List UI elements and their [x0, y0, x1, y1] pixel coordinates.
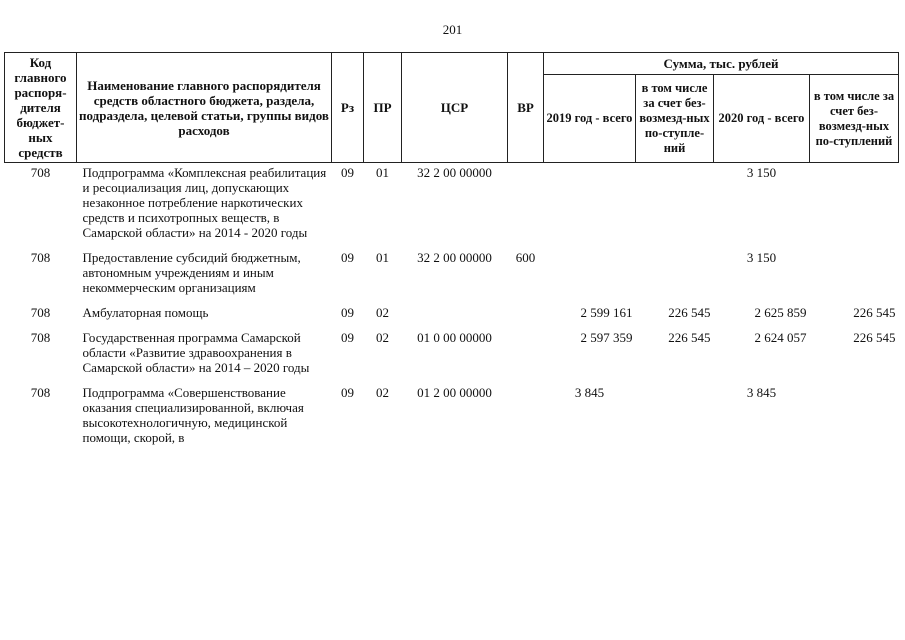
- cell-2019-total: 3 845: [574, 385, 605, 400]
- cell-rz: 09: [341, 385, 354, 400]
- cell-2019-free: 226 545: [668, 305, 711, 320]
- cell-name: Амбулаторная помощь: [82, 305, 209, 320]
- cell-name: Государственная программа Самарской области «Развитие здравоохранения в Самарской области» на 2014 – 2020 годы: [82, 330, 310, 375]
- cell-vr: [508, 163, 544, 249]
- cell-pr: 02: [376, 330, 389, 345]
- table-row: [5, 163, 899, 249]
- cell-2020-total: 3 150: [746, 165, 777, 180]
- table-row: [5, 248, 899, 303]
- cell-code: 708: [30, 330, 51, 345]
- cell-2020-total: 2 624 057: [754, 330, 807, 345]
- header-2020-free: в том числе за счет без-возмезд-ных по-ступлений: [810, 75, 899, 163]
- cell-2020-total: 2 625 859: [754, 305, 807, 320]
- cell-name: Подпрограмма «Совершенствование оказания специализированной, включая высокотехнологичную, медицинской помощи, скорой, в: [82, 385, 304, 445]
- header-vr: ВР: [508, 53, 544, 163]
- cell-code: 708: [30, 385, 51, 400]
- cell-2019-total: [544, 163, 636, 249]
- header-2019-free: в том числе за счет без-возмезд-ных по-ступле-ний: [636, 75, 714, 163]
- table-row: [5, 303, 899, 328]
- header-2020-total: 2020 год - всего: [714, 75, 810, 163]
- cell-2020-free: 226 545: [853, 305, 896, 320]
- cell-2020-total: 3 150: [746, 250, 777, 265]
- cell-2020-free: [810, 383, 899, 453]
- cell-vr: [508, 303, 544, 328]
- cell-2019-free: [636, 248, 714, 303]
- cell-pr: 02: [376, 305, 389, 320]
- cell-2020-total: 3 845: [746, 385, 777, 400]
- header-rz: Рз: [332, 53, 364, 163]
- cell-csr: 01 2 00 00000: [417, 385, 492, 400]
- cell-vr: [508, 383, 544, 453]
- cell-2019-free: 226 545: [668, 330, 711, 345]
- cell-2020-free: [810, 163, 899, 249]
- cell-2019-free: [636, 163, 714, 249]
- page-number: 201: [442, 22, 463, 37]
- cell-2019-free: [636, 383, 714, 453]
- header-2019-total: 2019 год - всего: [544, 75, 636, 163]
- header-csr: ЦСР: [402, 53, 508, 163]
- cell-code: 708: [30, 250, 51, 265]
- header-pr: ПР: [364, 53, 402, 163]
- cell-pr: 01: [376, 250, 389, 265]
- header-code: Код главного распоря-дителя бюджет-ных средств: [5, 53, 77, 163]
- cell-name: Предоставление субсидий бюджетным, автономным учреждениям и иным некоммерческим организациям: [82, 250, 301, 295]
- cell-csr: [402, 303, 508, 328]
- cell-vr: [508, 328, 544, 383]
- cell-2020-free: 226 545: [853, 330, 896, 345]
- cell-csr: 01 0 00 00000: [417, 330, 492, 345]
- cell-csr: 32 2 00 00000: [417, 165, 492, 180]
- cell-2019-total: [544, 248, 636, 303]
- cell-rz: 09: [341, 330, 354, 345]
- cell-2020-free: [810, 248, 899, 303]
- table-row: [5, 328, 899, 383]
- cell-rz: 09: [341, 305, 354, 320]
- cell-rz: 09: [341, 250, 354, 265]
- cell-code: 708: [30, 165, 51, 180]
- cell-name: Подпрограмма «Комплексная реабилитация и ресоциализация лиц, допускающих незаконное потребление наркотических средств и психотропных веществ, в Самарской области» на 2014 - 2020 годы: [82, 165, 327, 240]
- table-row: [5, 383, 899, 453]
- cell-pr: 01: [376, 165, 389, 180]
- cell-csr: 32 2 00 00000: [417, 250, 492, 265]
- cell-2019-total: 2 599 161: [580, 305, 633, 320]
- cell-pr: 02: [376, 385, 389, 400]
- header-name: Наименование главного распорядителя средств областного бюджета, раздела, подраздела, целевой статьи, группы видов расходов: [77, 53, 332, 163]
- budget-table: [4, 52, 899, 453]
- cell-code: 708: [30, 305, 51, 320]
- cell-vr: 600: [515, 250, 536, 265]
- header-sum: Сумма, тыс. рублей: [544, 53, 899, 75]
- cell-2019-total: 2 597 359: [580, 330, 633, 345]
- cell-rz: 09: [341, 165, 354, 180]
